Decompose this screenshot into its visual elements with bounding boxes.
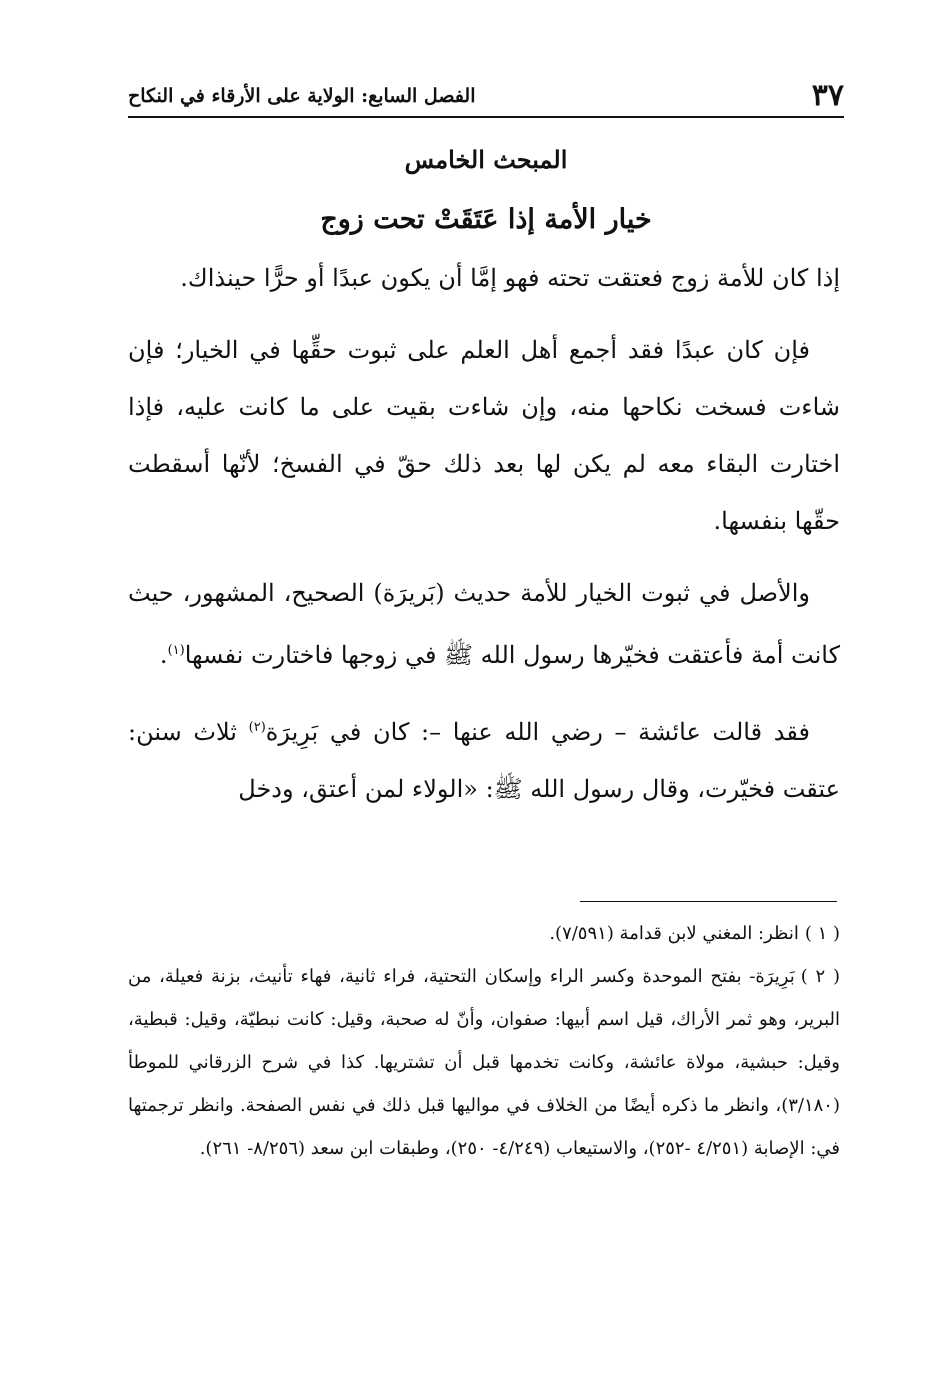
paragraph-3-text: والأصل في ثبوت الخيار للأمة حديث (بَريرَة) الصحيح، المشهور، حيث كانت أمة فأعتقت فخيّرها رسول الله ﷺ في زوجها فاختارت نفسها [128,579,840,669]
footnotes [128,912,840,1170]
body-text [128,250,840,833]
section-heading: المبحث الخامس [404,145,568,174]
footnote-1-text: انظر: المغني لابن قدامة (٧/٥٩١). [549,923,799,944]
paragraph-4 [128,699,840,818]
page-number: ٣٧ [811,78,844,113]
footnote-1-marker: ( ١ ) [804,923,840,944]
footnote-2-text: بَرِيرَة- بفتح الموحدة وكسر الراء وإسكان التحتية، فراء ثانية، فهاء تأنيث، بزنة فعيلة، من البرير، وهو ثمر الأراك، قيل اسم أبيها: صفوان، وأنّ له صحبة، وقيل: كانت نبطيّة، وقيل: قبطية، وقيل: حبشية، مولاة عائشة، وكانت تخدمها قبل أن تشتريها. كذا في شرح الزرقاني للموطأ (٣/١٨٠)، وانظر ما ذكره أيضًا من الخلاف في مواليها قبل ذلك في نفس الصفحة. وانظر ترجمتها في: الإصابة (٤/٢٥١ -٢٥٢)، والاستيعاب (٤/٢٤٩- ٢٥٠)، وطبقات ابن سعد (٨/٢٥٦- ٢٦١). [128,966,840,1159]
footnote-1 [128,912,840,955]
paragraph-4-text: فقد قالت عائشة – رضي الله عنها –: كان في بَرِيرَة [265,718,810,746]
paragraph-3: والأصل في ثبوت الخيار للأمة حديث (بَريرَة) الصحيح، المشهور، حيث كانت أمة فأعتقت فخيّرها رسول الله ﷺ في زوجها فاختارت نفسها$^{(١)}$. [128,579,840,669]
footnote-2 [128,955,840,1170]
paragraph-1: إذا كان للأمة زوج فعتقت تحته فهو إمَّا أن يكون عبدًا أو حرًّا حينذاك. [180,264,840,292]
footnote-2-marker: ( ٢ ) [800,966,840,987]
footnote-ref-1[interactable]: (١) [167,643,185,658]
paragraph-4-continuation: ثلاث سنن: عتقت فخيّرت، وقال رسول الله ﷺ: «الولاء لمن أعتق، ودخل [128,718,840,803]
running-title: الفصل السابع: الولاية على الأرقاء في النكاح [128,85,476,107]
footnote-ref-2[interactable]: (٢) [248,720,266,735]
footnote-separator [580,901,837,902]
page-header [128,72,844,118]
chapter-title: خيار الأمة إذا عَتَقَتْ تحت زوج [320,204,652,235]
paragraph-2: فإن كان عبدًا فقد أجمع أهل العلم على ثبوت حقِّها في الخيار؛ فإن شاءت فسخت نكاحها منه، وإن شاءت بقيت على ما كانت عليه، فإذا اختارت البقاء معه لم يكن لها بعد ذلك حقّ في الفسخ؛ لأنّها أسقطت حقّها بنفسها. [128,336,840,535]
